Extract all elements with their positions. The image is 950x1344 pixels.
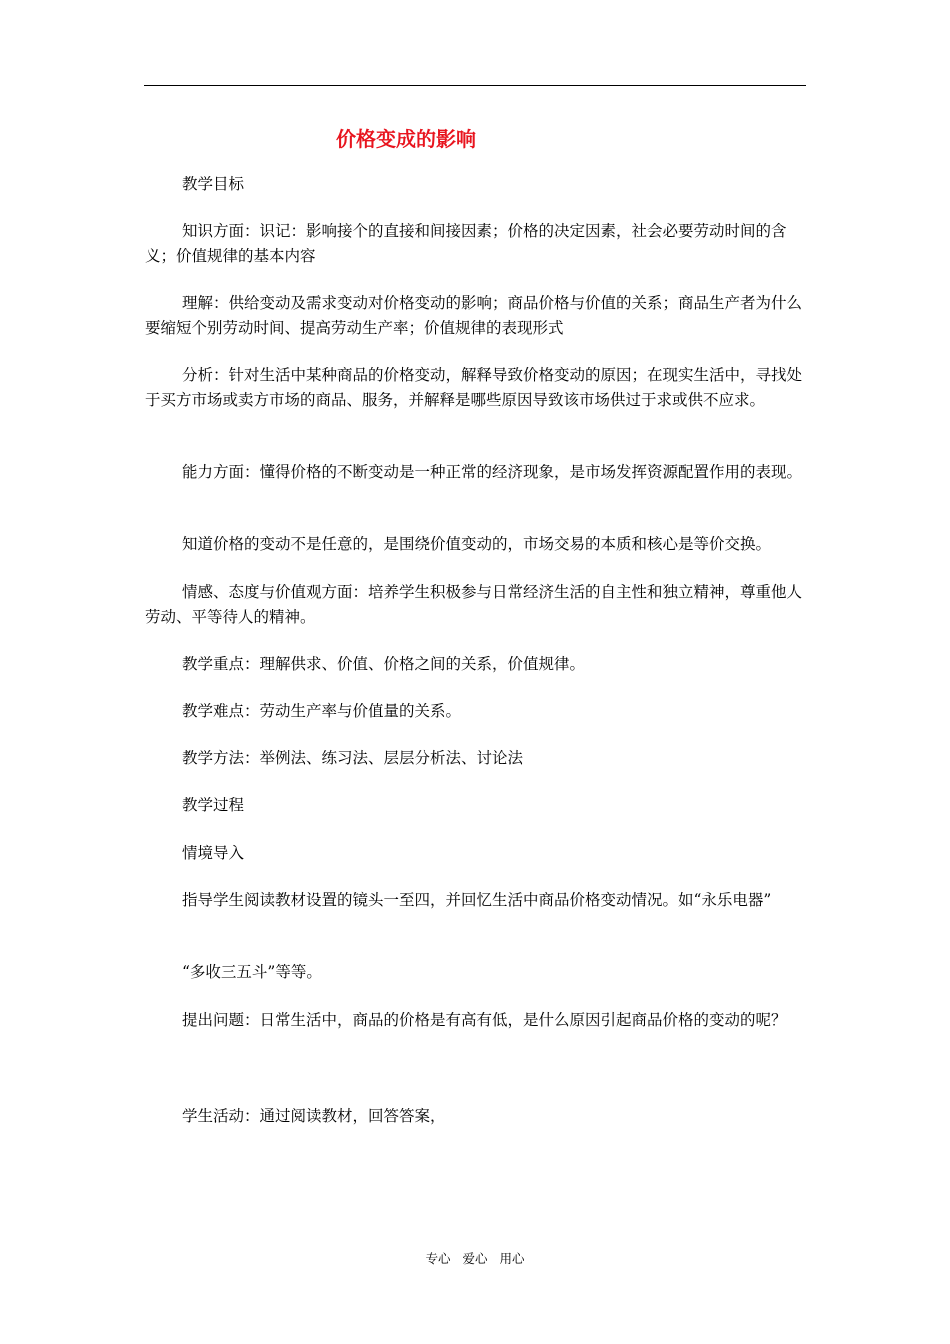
paragraph-guide-reading: 指导学生阅读教材设置的镜头一至四，并回忆生活中商品价格变动情况。如“永乐电器” <box>182 891 772 909</box>
paragraph-scenario-intro: 情境导入 <box>182 844 245 862</box>
paragraph-price-change: 知道价格的变动不是任意的，是围绕价值变动的，市场交易的本质和核心是等价交换。 <box>182 535 772 553</box>
paragraph-knowledge: 知识方面：识记：影响接个的直接和间接因素；价格的决定因素，社会必要劳动时间的含义；价值规律的基本内容 <box>145 222 787 265</box>
paragraph-teaching-goals: 教学目标 <box>182 175 245 193</box>
page-footer: 专心 爱心 用心 <box>425 1251 525 1266</box>
header-rule <box>144 85 806 86</box>
paragraph-understanding: 理解：供给变动及需求变动对价格变动的影响；商品价格与价值的关系；商品生产者为什么要缩短个别劳动时间、提高劳动生产率；价值规律的表现形式 <box>145 294 803 337</box>
document-title: 价格变成的影响 <box>336 127 476 151</box>
paragraph-key-points: 教学重点：理解供求、价值、价格之间的关系，价值规律。 <box>182 655 586 673</box>
paragraph-example: “多收三五斗”等等。 <box>182 963 322 981</box>
paragraph-methods: 教学方法：举例法、练习法、层层分析法、讨论法 <box>182 749 524 767</box>
paragraph-ability: 能力方面：懂得价格的不断变动是一种正常的经济现象，是市场发挥资源配置作用的表现。 <box>182 463 803 481</box>
paragraph-student-activity: 学生活动：通过阅读教材，回答答案， <box>182 1107 446 1125</box>
paragraph-analysis: 分析：针对生活中某种商品的价格变动，解释导致价格变动的原因；在现实生活中，寻找处于买方市场或卖方市场的商品、服务，并解释是哪些原因导致该市场供过于求或供不应求。 <box>145 366 803 409</box>
paragraph-difficulties: 教学难点：劳动生产率与价值量的关系。 <box>182 702 462 720</box>
paragraph-teaching-process: 教学过程 <box>182 796 245 814</box>
paragraph-emotion-attitude: 情感、态度与价值观方面：培养学生积极参与日常经济生活的自主性和独立精神，尊重他人劳动、平等待人的精神。 <box>145 583 803 626</box>
paragraph-question: 提出问题：日常生活中，商品的价格是有高有低，是什么原因引起商品价格的变动的呢？ <box>182 1011 787 1029</box>
